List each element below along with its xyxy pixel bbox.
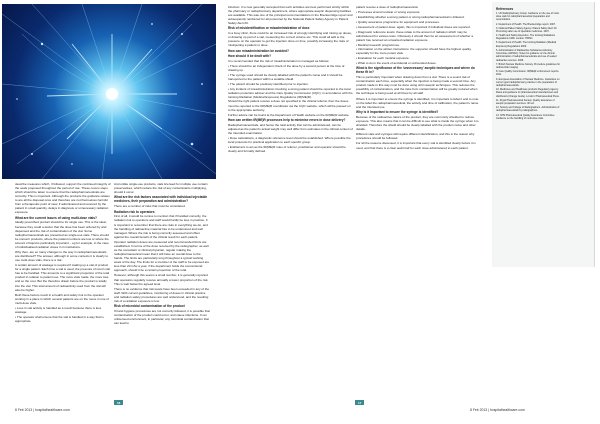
reference-item: 9. European Association of Nuclear Medicine. Guidelines on current good radiopharmacy practice in the preparation of radiopharmaceuticals. [496, 77, 560, 88]
reference-item: 10. Medicines and Healthcare products Regulatory Agency. Rules and guidance for pharmaceutical manufacturers and distributors (Orange Guide). London: Pharmaceutical Press. [496, 88, 560, 98]
reference-item: 1. UK Radiopharmacy Group. Guidance on the use of multi-dose vials for radiopharmaceutical preparation and reconstitution. [496, 11, 560, 22]
bullet-item: • Diagnostic reference levels: these relate to the amount of radiation which may be administered for various tests. Obviously it should then be an assessment of whether a patient has received an unwanted radiation exposure. [356, 30, 481, 42]
bullet-item: • There should be an independent check of the dose by a second person at the time of drawing up. [228, 64, 353, 72]
paragraph: There is no evidence that risk levels have been exceeded in any of the staff. With current guidelines, monitoring of doses in clinical practice and radiation safety procedures are well understood, and the resulting risk of a radiation exposure is low. [114, 286, 210, 303]
paragraph: There are a number of risks that must be considered. [114, 204, 186, 209]
paragraph: Further advice can be found at the Department of Health website on the IR(ME)R website. [228, 112, 350, 117]
reference-item: 3. National Patient Safety Agency. Patient Safety Alert 20: Promoting safer use of injectable medicines. 2007. [496, 26, 557, 33]
paragraph: Different vials and syringes will require different identification, and this is the reason why procedures should be followed. [356, 132, 475, 141]
bullet-item: • Entitlement to act as the IR(ME)R roles of referrer, practitioner and operator should be clearly and formally defined. [228, 145, 353, 153]
glowing-star-burst-image [2, 4, 216, 179]
page-number-tag-left: 16 [114, 400, 123, 405]
article-column-2 [114, 182, 210, 392]
bullet-item: • Assessment of patient dose: again, this is important if individual doses are reported. [356, 25, 481, 29]
paragraph: It is recommended that the risk of misadministration is managed as follows: [228, 58, 330, 63]
article-column-4 [356, 5, 481, 395]
bullet-item: • What to do in the event of accidental or unintended doses. [356, 61, 481, 65]
reference-item: 5. Department of Health. The Ionising Radiation (Medical Exposure) Regulations 2000. [496, 41, 557, 48]
paragraph: In a busy clinic, there could be an increased risk of wrongly identifying and mixing up doses, or drawing up part of a vial, measuring the correct volume etc. This could all add to the pressure on the operator to get the injection done on time, possibly increasing the risks of misinjecting a patient or dose. [228, 31, 352, 48]
bullet-item: • Loss in vial activity is handled as a result because there is less wastage. [15, 306, 111, 314]
subheading: What are the current issues of using multi-dose vials? [15, 215, 98, 220]
bullet-item: • Evaluation for each medical exposure. [356, 56, 481, 60]
page-number-tag-right: 17 [355, 400, 364, 405]
article-column-3 [228, 5, 353, 395]
paragraph: patient receive a dose of radiopharmaceutical. [356, 5, 419, 9]
paragraph: Ideally prescribed product should be for single use. This is the ideal, because they could a doctor that the dose has been ordered by and dispensed and the risk of contamination of the vial. Some radiopharmaceuticals are presented as single-use vials. There should be concern products, where the patient numbers are low or where the amount of liquid is particularly important – eg for example, in the case of individualised radiation doses in in institutions. [15, 220, 109, 249]
subheading: Risk of microbial contamination of the product [114, 304, 185, 309]
subheading: How should it be dealt with? [228, 53, 272, 58]
footer-text-right: 8 Feb 2013 | hospitalhealthcare.com [470, 408, 525, 412]
footer-text-left: 8 Feb 2013 | hospitalhealthcare.com [15, 408, 70, 412]
bullet-item: • Dose calculations, a diagnostic reference level should be established. Where possible the local protocols for practical application to each specific group. [228, 136, 353, 144]
paragraph: describe measures which, if followed, support the continued integrity of the seals proposed throughout the period of use. These covers steps which should be taken to ensure that the radiopharmaceuticals are correctly. This is important. Although the products the guidance relates to are all the disposal once and therefore are not themselves harmful from a therapeutic point of view, if administered and received by the patient in small quantity, delays in diagnosis or unnecessary radiation exposure. [15, 182, 111, 215]
paragraph: Radiopharmaceuticals, and hence the total activity that can be administered, can be adjusted as the patient's actual weight may well differ from estimates in the clinical context of the intended examination. [228, 122, 353, 136]
references-sidebar [492, 2, 595, 267]
reference-item: 8. Care Quality Commission. IR(ME)R enforcement reports. 2011. [496, 70, 560, 77]
paragraph: This is particularly important when drawing down from a vial. There is a sound risk of contamination each time, especially when the injection is being made a second time. Any product made in this way must be done using strict aseptic techniques. This reduces the possibility of contamination, and the risks from contamination will be greatly reduced when the technique is being used at all times by all staff. [356, 75, 478, 96]
bullet-item: • The patient should be positively identified prior to injection. [228, 82, 353, 86]
reference-item: 7. British Nuclear Medicine Society. Procedure guidelines for radionuclide imaging. [496, 62, 561, 69]
paragraph: Should the right patient receive a dose not specified in the clinical referral, then the doses must be reported to the IR(ME)R coordinator via the CQC website, which will be passed on to the appropriate authority. [228, 99, 351, 112]
subheading: Risk of misidentification or misadministration of dose [228, 26, 310, 31]
paragraph: A certain amount of wastage is required if making up a vial of product for a single patient. Each time a vial is used, the pressure of return vial has to be handled. This amounts to a significant proportion of the total product in relation to patient use. The more vials made, the more loss and so the cost. But the therefore drawn before the product is totally into the vial. This total amount of radioactivity used from the vial will also be higher. [15, 263, 110, 292]
bullet-item: • The syringe used should be clearly labelled with the patient's name and it should be transported to the patient within a suitable shield. [228, 73, 353, 81]
subheading: Radiation risk to operators [114, 209, 155, 214]
paragraph: For all the reasons discussed, it is important that every vial is identified clearly before it is used, and that there is a clear audit trail for each dose administered to each patient. [356, 141, 476, 150]
subheading: How can written IR(ME)R processes help to minimise errors in dose delivery? [228, 118, 346, 123]
paragraph: Operator radiation doses are measured and recommended limits are established. In terms of the dose received by the radiographer, as well as the consultant or clinical physician, regular making the radiopharmaceutical mean that it will have an overall dose to the hands. The limits are particularly long throughout a typical working week of the day. The limits for a member of the staff to be exposed are less than 20 mSv a year, if the department holds the conventional approach, should it be a certain proportion of the total. [114, 239, 210, 273]
paragraph: Where it is important to ensure the syringe is identified, it is important to label it and to note on the label the radiopharmaceutical, the activity and time of calibration, the patient's name and the intended use. [356, 96, 479, 109]
paragraph: First of all, it would be remiss to mention that if handled correctly, the radiation risk to operators and staff would hardly be less in practice. It is important to remember that there are risks in everything we do, and the handling of radioactive material has to be understood and well managed. Where the risk is being correctly assessed and offset against the overall benefit of the clinical result for each patient. [114, 214, 208, 239]
subheading: How can misadministration be avoided? [228, 48, 289, 53]
paragraph: Why then, are so many changes to the way in radiopharmaceuticals are distributed? The answer, although in some contexts it is clearly to use multi-dose vials, there is a risk. [15, 249, 109, 263]
hero-image [2, 4, 216, 179]
subheading: What is the significance of the 'unnecessary' aseptic techniques and where do these fit in? [356, 66, 475, 75]
reference-item: 11. Royal Pharmaceutical Society. Quality assurance of aseptic preparation services. 4th ed. [496, 98, 555, 106]
bullet-item: • Medical research programmes. [356, 43, 481, 47]
reference-item: 12. Society and College of Radiographers. Administration of radiopharmaceuticals by radiographers. [496, 106, 560, 113]
paragraph: infection. It is now generally accepted that such activities are best performed strictly within the pharmacy or radiopharmacy department, where appropriate aseptic dispensing facilities are available. This was one of the principal recommendations in the Breckenridge report and subsequently reinforced for all personnel by the National Patient Safety Agency in Patient Safety Alert 20. [228, 5, 353, 26]
references-list [496, 6, 562, 264]
references-heading: References [496, 7, 514, 11]
bullet-item: • Any incident of misadministration involving a wrong patient should be reported to the local radiation protection adviser and the Care Quality Commission (CQC), in accordance with the Ionising Radiation (Medical Exposure) Regulations (IR(ME)R). [228, 87, 353, 99]
paragraph: And unlike single-use products, vials licensed for multiple use contain preservatives, which reduce the risk of any contaminants multiplying, should it occur. [114, 182, 208, 195]
subheading: Why is it important to ensure the syringe is identified? [356, 109, 439, 114]
paragraph: Both these factors result in a health and safety risk to the operator working in a place in which several patients are on the move in one of multi-dose vials. [15, 292, 109, 305]
bullet-item: • Processes around unclear or wrong exposure. [356, 10, 481, 14]
reference-item: 4. Health and Safety Executive. The Ionising Radiations Regulations 1999. London: HMSO. [496, 34, 555, 41]
bullet-item: • Establishing whether a wrong patient or wrong radiopharmaceutical is followed. [356, 15, 481, 19]
bullet-item: • The operator shall ensure that the vial is handled in a way that is appropriate. [15, 315, 111, 323]
footer-left [15, 408, 70, 412]
reference-item: 6. Administration of Radioactive Substances Advisory Committee (ARSAC). Notes for guidance on the clinical administration of radiopharmaceuticals and use of sealed radioactive sources. 2006. [496, 48, 557, 62]
paragraph: However, although this seems a small number, it is generally reported that operators regularly receive annually a lower proportion of the risk. This is well below the agreed level. [114, 273, 209, 286]
paragraph: If hand hygiene procedures are not correctly followed, it is possible that contamination of the product could occur, and cause infections. In an unlicensed environment, in particular, any microbial contamination that can lead to [114, 309, 210, 326]
reference-item: 13. NHS Pharmaceutical Quality Assurance Committee. Guidance on the handling of multi-dose vials. [496, 113, 555, 120]
subheading: What are the risk factors associated with individual injectable medicines, their preparation and administration? [114, 195, 208, 204]
bullet-item: • Information on the written instructions: the supporter should have the highest quality, especially for the more potent vials. [356, 47, 481, 55]
article-column-1 [15, 182, 111, 392]
bullet-item: • Quality assurance programme for equipment and processes. [356, 20, 481, 24]
footer-right [470, 408, 525, 412]
paragraph: Because of the radioactive nature of the product, they are commonly shielded to reduce exposure. This also means that it can be difficult to see what is inside the syringe when it is shielded. Therefore the shield should be clearly labelled with the product name and other details. [356, 114, 479, 131]
reference-item: 2. Department of Health. The Breckenridge report. 2007. [496, 22, 556, 26]
